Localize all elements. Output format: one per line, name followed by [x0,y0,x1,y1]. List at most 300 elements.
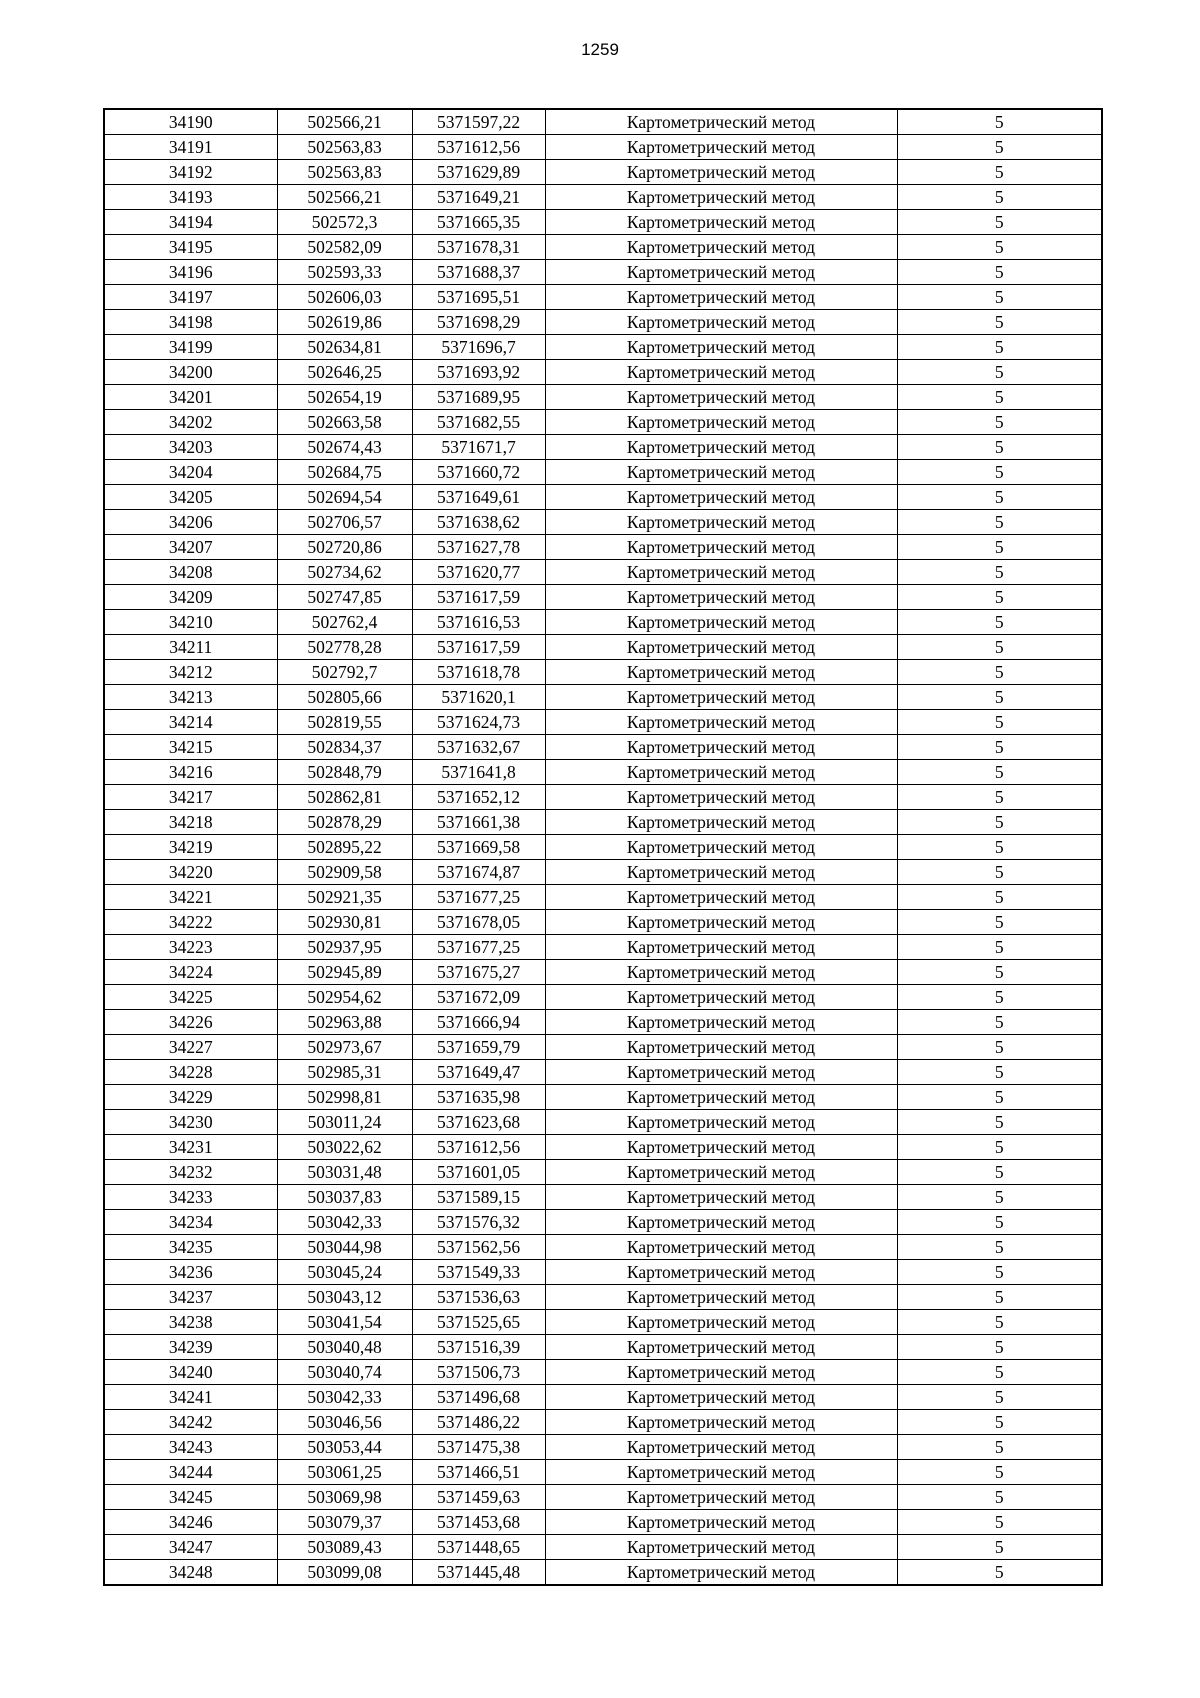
y-coordinate-cell: 5371448,65 [412,1535,545,1560]
table-row [104,109,1102,135]
point-number-cell: 34228 [104,1060,277,1085]
method-cell: Картометрический метод [545,435,897,460]
method-cell: Картометрический метод [545,410,897,435]
point-number-cell: 34218 [104,810,277,835]
accuracy-cell: 5 [897,1110,1102,1135]
x-coordinate-cell: 502805,66 [277,685,412,710]
table-row [104,1460,1102,1485]
point-number-cell: 34230 [104,1110,277,1135]
table-row [104,785,1102,810]
table-row [104,1260,1102,1285]
accuracy-cell: 5 [897,1335,1102,1360]
coordinates-table-body [104,109,1102,1585]
method-cell: Картометрический метод [545,610,897,635]
x-coordinate-cell: 502694,54 [277,485,412,510]
point-number-cell: 34201 [104,385,277,410]
accuracy-cell: 5 [897,760,1102,785]
accuracy-cell: 5 [897,1035,1102,1060]
table-row [104,835,1102,860]
table-row [104,960,1102,985]
point-number-cell: 34221 [104,885,277,910]
y-coordinate-cell: 5371589,15 [412,1185,545,1210]
method-cell: Картометрический метод [545,685,897,710]
table-row [104,460,1102,485]
y-coordinate-cell: 5371617,59 [412,585,545,610]
accuracy-cell: 5 [897,1485,1102,1510]
point-number-cell: 34211 [104,635,277,660]
accuracy-cell: 5 [897,385,1102,410]
table-row [104,210,1102,235]
x-coordinate-cell: 503044,98 [277,1235,412,1260]
y-coordinate-cell: 5371696,7 [412,335,545,360]
method-cell: Картометрический метод [545,360,897,385]
table-row [104,260,1102,285]
y-coordinate-cell: 5371669,58 [412,835,545,860]
table-row [104,1035,1102,1060]
table-row [104,935,1102,960]
table-row [104,1435,1102,1460]
method-cell: Картометрический метод [545,885,897,910]
y-coordinate-cell: 5371652,12 [412,785,545,810]
y-coordinate-cell: 5371618,78 [412,660,545,685]
y-coordinate-cell: 5371536,63 [412,1285,545,1310]
y-coordinate-cell: 5371688,37 [412,260,545,285]
point-number-cell: 34242 [104,1410,277,1435]
method-cell: Картометрический метод [545,860,897,885]
accuracy-cell: 5 [897,535,1102,560]
y-coordinate-cell: 5371649,61 [412,485,545,510]
x-coordinate-cell: 502634,81 [277,335,412,360]
point-number-cell: 34216 [104,760,277,785]
table-row [104,1485,1102,1510]
point-number-cell: 34213 [104,685,277,710]
table-row [104,760,1102,785]
point-number-cell: 34215 [104,735,277,760]
point-number-cell: 34219 [104,835,277,860]
table-row [104,910,1102,935]
method-cell: Картометрический метод [545,1085,897,1110]
method-cell: Картометрический метод [545,560,897,585]
table-row [104,535,1102,560]
y-coordinate-cell: 5371617,59 [412,635,545,660]
method-cell: Картометрический метод [545,160,897,185]
y-coordinate-cell: 5371616,53 [412,610,545,635]
method-cell: Картометрический метод [545,285,897,310]
accuracy-cell: 5 [897,260,1102,285]
accuracy-cell: 5 [897,1560,1102,1586]
y-coordinate-cell: 5371678,31 [412,235,545,260]
y-coordinate-cell: 5371496,68 [412,1385,545,1410]
accuracy-cell: 5 [897,860,1102,885]
table-row [104,1360,1102,1385]
y-coordinate-cell: 5371506,73 [412,1360,545,1385]
point-number-cell: 34241 [104,1385,277,1410]
table-row [104,1060,1102,1085]
method-cell: Картометрический метод [545,985,897,1010]
method-cell: Картометрический метод [545,185,897,210]
method-cell: Картометрический метод [545,1260,897,1285]
table-row [104,860,1102,885]
y-coordinate-cell: 5371693,92 [412,360,545,385]
method-cell: Картометрический метод [545,135,897,160]
accuracy-cell: 5 [897,885,1102,910]
accuracy-cell: 5 [897,435,1102,460]
y-coordinate-cell: 5371516,39 [412,1335,545,1360]
x-coordinate-cell: 502909,58 [277,860,412,885]
table-row [104,1110,1102,1135]
point-number-cell: 34202 [104,410,277,435]
y-coordinate-cell: 5371486,22 [412,1410,545,1435]
x-coordinate-cell: 503043,12 [277,1285,412,1310]
method-cell: Картометрический метод [545,1060,897,1085]
y-coordinate-cell: 5371666,94 [412,1010,545,1035]
y-coordinate-cell: 5371678,05 [412,910,545,935]
x-coordinate-cell: 502998,81 [277,1085,412,1110]
point-number-cell: 34217 [104,785,277,810]
method-cell: Картометрический метод [545,385,897,410]
table-row [104,1510,1102,1535]
accuracy-cell: 5 [897,635,1102,660]
accuracy-cell: 5 [897,1085,1102,1110]
table-row [104,435,1102,460]
accuracy-cell: 5 [897,1385,1102,1410]
x-coordinate-cell: 502963,88 [277,1010,412,1035]
table-row [104,1135,1102,1160]
point-number-cell: 34195 [104,235,277,260]
x-coordinate-cell: 502706,57 [277,510,412,535]
x-coordinate-cell: 502930,81 [277,910,412,935]
method-cell: Картометрический метод [545,109,897,135]
x-coordinate-cell: 503042,33 [277,1385,412,1410]
x-coordinate-cell: 502646,25 [277,360,412,385]
table-row [104,710,1102,735]
table-row [104,1310,1102,1335]
x-coordinate-cell: 503041,54 [277,1310,412,1335]
accuracy-cell: 5 [897,1060,1102,1085]
point-number-cell: 34240 [104,1360,277,1385]
accuracy-cell: 5 [897,235,1102,260]
method-cell: Картометрический метод [545,735,897,760]
table-row [104,685,1102,710]
x-coordinate-cell: 502762,4 [277,610,412,635]
point-number-cell: 34232 [104,1160,277,1185]
method-cell: Картометрический метод [545,960,897,985]
method-cell: Картометрический метод [545,335,897,360]
y-coordinate-cell: 5371638,62 [412,510,545,535]
accuracy-cell: 5 [897,210,1102,235]
method-cell: Картометрический метод [545,835,897,860]
point-number-cell: 34234 [104,1210,277,1235]
method-cell: Картометрический метод [545,910,897,935]
point-number-cell: 34237 [104,1285,277,1310]
method-cell: Картометрический метод [545,935,897,960]
table-row [104,510,1102,535]
accuracy-cell: 5 [897,335,1102,360]
x-coordinate-cell: 502973,67 [277,1035,412,1060]
y-coordinate-cell: 5371623,68 [412,1110,545,1135]
x-coordinate-cell: 502778,28 [277,635,412,660]
accuracy-cell: 5 [897,910,1102,935]
accuracy-cell: 5 [897,710,1102,735]
y-coordinate-cell: 5371597,22 [412,109,545,135]
point-number-cell: 34246 [104,1510,277,1535]
accuracy-cell: 5 [897,485,1102,510]
x-coordinate-cell: 502878,29 [277,810,412,835]
point-number-cell: 34191 [104,135,277,160]
table-row [104,1085,1102,1110]
y-coordinate-cell: 5371445,48 [412,1560,545,1586]
table-row [104,1010,1102,1035]
table-row [104,335,1102,360]
table-row [104,185,1102,210]
x-coordinate-cell: 503042,33 [277,1210,412,1235]
y-coordinate-cell: 5371627,78 [412,535,545,560]
point-number-cell: 34238 [104,1310,277,1335]
y-coordinate-cell: 5371641,8 [412,760,545,785]
table-row [104,1210,1102,1235]
point-number-cell: 34243 [104,1435,277,1460]
method-cell: Картометрический метод [545,1185,897,1210]
accuracy-cell: 5 [897,1010,1102,1035]
accuracy-cell: 5 [897,1410,1102,1435]
method-cell: Картометрический метод [545,1560,897,1586]
y-coordinate-cell: 5371635,98 [412,1085,545,1110]
accuracy-cell: 5 [897,935,1102,960]
method-cell: Картометрический метод [545,585,897,610]
table-row [104,160,1102,185]
x-coordinate-cell: 502619,86 [277,310,412,335]
method-cell: Картометрический метод [545,210,897,235]
accuracy-cell: 5 [897,1235,1102,1260]
x-coordinate-cell: 502945,89 [277,960,412,985]
x-coordinate-cell: 503040,74 [277,1360,412,1385]
method-cell: Картометрический метод [545,460,897,485]
table-row [104,1410,1102,1435]
x-coordinate-cell: 503037,83 [277,1185,412,1210]
table-row [104,810,1102,835]
y-coordinate-cell: 5371689,95 [412,385,545,410]
y-coordinate-cell: 5371620,1 [412,685,545,710]
y-coordinate-cell: 5371682,55 [412,410,545,435]
accuracy-cell: 5 [897,1535,1102,1560]
x-coordinate-cell: 502593,33 [277,260,412,285]
x-coordinate-cell: 502674,43 [277,435,412,460]
method-cell: Картометрический метод [545,1460,897,1485]
x-coordinate-cell: 502862,81 [277,785,412,810]
point-number-cell: 34200 [104,360,277,385]
method-cell: Картометрический метод [545,760,897,785]
method-cell: Картометрический метод [545,1135,897,1160]
x-coordinate-cell: 503040,48 [277,1335,412,1360]
table-row [104,1160,1102,1185]
accuracy-cell: 5 [897,135,1102,160]
y-coordinate-cell: 5371695,51 [412,285,545,310]
x-coordinate-cell: 503069,98 [277,1485,412,1510]
accuracy-cell: 5 [897,160,1102,185]
y-coordinate-cell: 5371459,63 [412,1485,545,1510]
method-cell: Картометрический метод [545,1310,897,1335]
y-coordinate-cell: 5371612,56 [412,135,545,160]
y-coordinate-cell: 5371576,32 [412,1210,545,1235]
table-row [104,485,1102,510]
x-coordinate-cell: 502720,86 [277,535,412,560]
y-coordinate-cell: 5371453,68 [412,1510,545,1535]
point-number-cell: 34212 [104,660,277,685]
point-number-cell: 34190 [104,109,277,135]
method-cell: Картометрический метод [545,1360,897,1385]
point-number-cell: 34194 [104,210,277,235]
point-number-cell: 34231 [104,1135,277,1160]
x-coordinate-cell: 503061,25 [277,1460,412,1485]
table-row [104,310,1102,335]
y-coordinate-cell: 5371665,35 [412,210,545,235]
table-row [104,585,1102,610]
method-cell: Картометрический метод [545,710,897,735]
x-coordinate-cell: 502848,79 [277,760,412,785]
y-coordinate-cell: 5371549,33 [412,1260,545,1285]
table-row [104,885,1102,910]
point-number-cell: 34244 [104,1460,277,1485]
x-coordinate-cell: 503089,43 [277,1535,412,1560]
method-cell: Картометрический метод [545,1510,897,1535]
point-number-cell: 34193 [104,185,277,210]
table-row [104,360,1102,385]
method-cell: Картометрический метод [545,1010,897,1035]
x-coordinate-cell: 502566,21 [277,109,412,135]
point-number-cell: 34245 [104,1485,277,1510]
table-row [104,735,1102,760]
x-coordinate-cell: 502566,21 [277,185,412,210]
method-cell: Картометрический метод [545,1235,897,1260]
y-coordinate-cell: 5371671,7 [412,435,545,460]
y-coordinate-cell: 5371674,87 [412,860,545,885]
method-cell: Картометрический метод [545,535,897,560]
accuracy-cell: 5 [897,960,1102,985]
accuracy-cell: 5 [897,310,1102,335]
accuracy-cell: 5 [897,1285,1102,1310]
accuracy-cell: 5 [897,835,1102,860]
accuracy-cell: 5 [897,360,1102,385]
point-number-cell: 34207 [104,535,277,560]
y-coordinate-cell: 5371660,72 [412,460,545,485]
table-row [104,285,1102,310]
y-coordinate-cell: 5371525,65 [412,1310,545,1335]
method-cell: Картометрический метод [545,1385,897,1410]
point-number-cell: 34204 [104,460,277,485]
x-coordinate-cell: 503099,08 [277,1560,412,1586]
x-coordinate-cell: 502563,83 [277,135,412,160]
x-coordinate-cell: 503031,48 [277,1160,412,1185]
method-cell: Картометрический метод [545,810,897,835]
y-coordinate-cell: 5371649,21 [412,185,545,210]
accuracy-cell: 5 [897,460,1102,485]
y-coordinate-cell: 5371629,89 [412,160,545,185]
y-coordinate-cell: 5371601,05 [412,1160,545,1185]
table-row [104,1560,1102,1586]
method-cell: Картометрический метод [545,1285,897,1310]
y-coordinate-cell: 5371620,77 [412,560,545,585]
point-number-cell: 34208 [104,560,277,585]
table-row [104,385,1102,410]
point-number-cell: 34235 [104,1235,277,1260]
method-cell: Картометрический метод [545,1110,897,1135]
x-coordinate-cell: 502921,35 [277,885,412,910]
point-number-cell: 34239 [104,1335,277,1360]
point-number-cell: 34199 [104,335,277,360]
point-number-cell: 34248 [104,1560,277,1586]
accuracy-cell: 5 [897,1510,1102,1535]
accuracy-cell: 5 [897,1360,1102,1385]
y-coordinate-cell: 5371475,38 [412,1435,545,1460]
accuracy-cell: 5 [897,735,1102,760]
accuracy-cell: 5 [897,660,1102,685]
x-coordinate-cell: 502747,85 [277,585,412,610]
point-number-cell: 34226 [104,1010,277,1035]
x-coordinate-cell: 503046,56 [277,1410,412,1435]
table-row [104,1185,1102,1210]
point-number-cell: 34198 [104,310,277,335]
method-cell: Картометрический метод [545,485,897,510]
point-number-cell: 34210 [104,610,277,635]
y-coordinate-cell: 5371675,27 [412,960,545,985]
accuracy-cell: 5 [897,1435,1102,1460]
point-number-cell: 34236 [104,1260,277,1285]
table-row [104,635,1102,660]
accuracy-cell: 5 [897,109,1102,135]
x-coordinate-cell: 503053,44 [277,1435,412,1460]
point-number-cell: 34223 [104,935,277,960]
method-cell: Картометрический метод [545,1535,897,1560]
x-coordinate-cell: 502654,19 [277,385,412,410]
x-coordinate-cell: 502985,31 [277,1060,412,1085]
accuracy-cell: 5 [897,585,1102,610]
method-cell: Картометрический метод [545,235,897,260]
accuracy-cell: 5 [897,1310,1102,1335]
y-coordinate-cell: 5371466,51 [412,1460,545,1485]
method-cell: Картометрический метод [545,510,897,535]
table-row [104,560,1102,585]
accuracy-cell: 5 [897,1160,1102,1185]
x-coordinate-cell: 502563,83 [277,160,412,185]
x-coordinate-cell: 503045,24 [277,1260,412,1285]
y-coordinate-cell: 5371661,38 [412,810,545,835]
y-coordinate-cell: 5371649,47 [412,1060,545,1085]
table-row [104,1335,1102,1360]
method-cell: Картометрический метод [545,660,897,685]
table-row [104,985,1102,1010]
accuracy-cell: 5 [897,560,1102,585]
table-row [104,610,1102,635]
table-row [104,235,1102,260]
accuracy-cell: 5 [897,1135,1102,1160]
x-coordinate-cell: 502572,3 [277,210,412,235]
point-number-cell: 34222 [104,910,277,935]
accuracy-cell: 5 [897,1185,1102,1210]
method-cell: Картометрический метод [545,1035,897,1060]
x-coordinate-cell: 502792,7 [277,660,412,685]
accuracy-cell: 5 [897,285,1102,310]
y-coordinate-cell: 5371677,25 [412,885,545,910]
x-coordinate-cell: 502606,03 [277,285,412,310]
method-cell: Картометрический метод [545,1485,897,1510]
y-coordinate-cell: 5371612,56 [412,1135,545,1160]
method-cell: Картометрический метод [545,260,897,285]
x-coordinate-cell: 502937,95 [277,935,412,960]
x-coordinate-cell: 502895,22 [277,835,412,860]
accuracy-cell: 5 [897,985,1102,1010]
point-number-cell: 34225 [104,985,277,1010]
accuracy-cell: 5 [897,510,1102,535]
